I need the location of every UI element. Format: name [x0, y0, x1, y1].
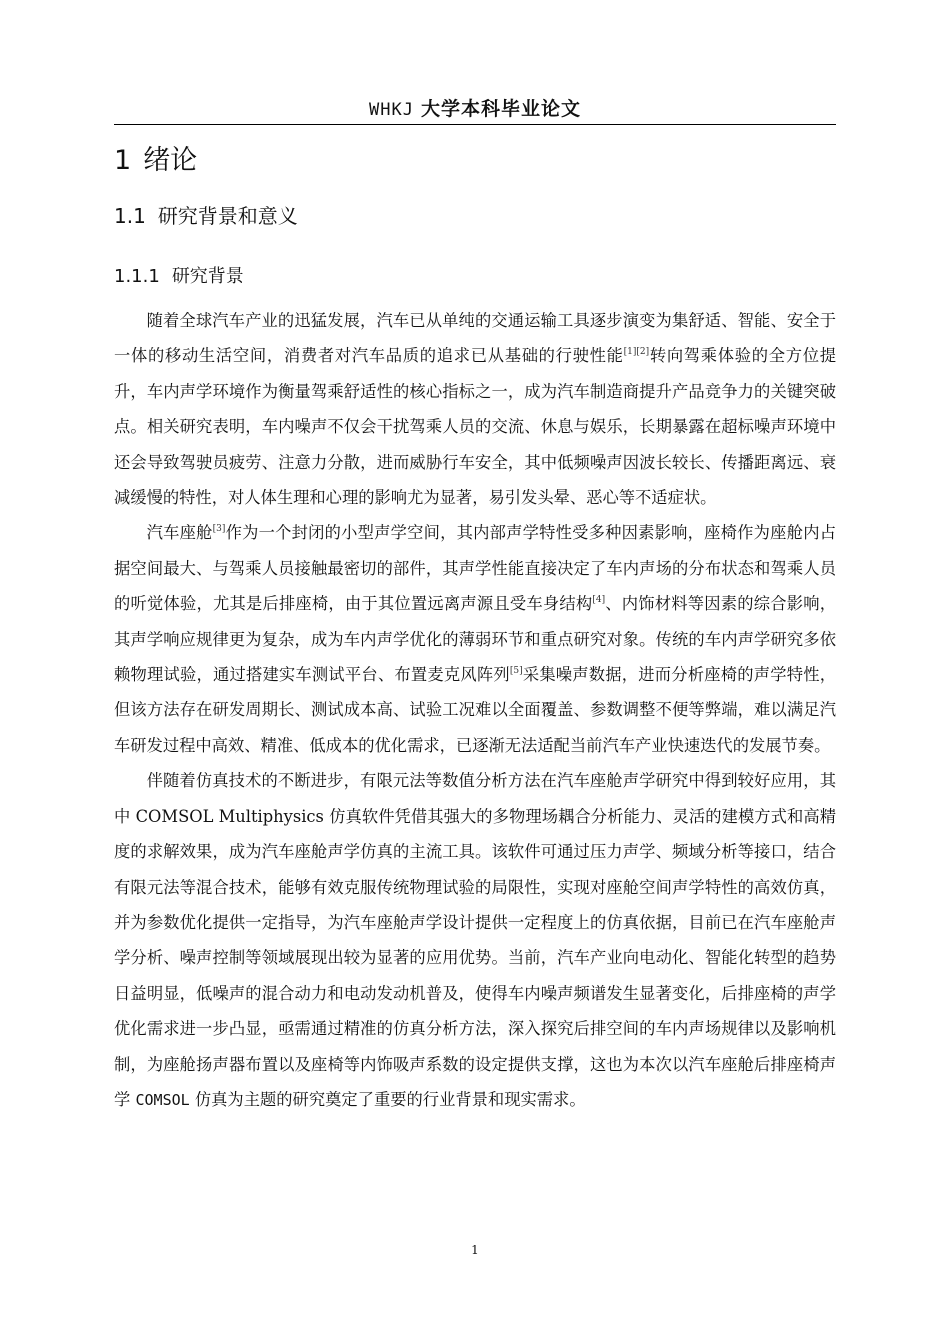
paragraph-3-comsol-mono: COMSOL — [135, 1090, 190, 1109]
paragraph-3-part-b: 仿真为主题的研究奠定了重要的行业背景和现实需求。 — [189, 1089, 586, 1109]
paragraph-1-part-b: 转向驾乘体验的全方位提升，车内声学环境作为衡量驾乘舒适性的核心指标之一，成为汽车制造商提升产品竞争力的关键突破点。相关研究表明，车内噪声不仅会干扰驾乘人员的交流、休息与娱乐，长期暴露在超标噪声环境中还会导致驾驶员疲劳、注意力分散，进而威胁行车安全，其中低频噪声因波长较长、传播距离远、衰减缓慢的特性，对人体生理和心理的影响尤为显著，易引发头晕、恶心等不适症状。 — [114, 346, 836, 508]
subsection-title-text: 研究背景 — [171, 266, 244, 287]
header-university-title: 大学本科毕业论文 — [420, 98, 581, 120]
citation-4: [4] — [592, 595, 606, 606]
citation-1: [1] — [623, 347, 637, 358]
paragraph-1 — [114, 303, 836, 515]
body-text — [114, 303, 836, 1118]
running-header — [114, 94, 836, 125]
chapter-number: 1 — [114, 145, 132, 176]
paragraph-1-part-a: 随着全球汽车产业的迅猛发展，汽车已从单纯的交通运输工具逐步演变为集舒适、智能、安全于一体的移动生活空间，消费者对汽车品质的追求已从基础的行驶性能 — [114, 311, 836, 366]
subsection-number: 1.1.1 — [114, 266, 160, 287]
paragraph-2 — [114, 515, 836, 763]
header-latin: WHKJ — [368, 100, 414, 120]
section-title — [114, 200, 298, 229]
paragraph-2-part-b: 作为一个封闭的小型声学空间，其内部声学特性受多种因素影响，座椅作为座舱内占据空间最大、与驾乘人员接触最密切的部件，其声学性能直接决定了车内声场的分布状态和驾乘人员的听觉体验，尤其是后排座椅，由于其位置远离声源且受车身结构 — [114, 523, 836, 614]
paragraph-2-part-a: 汽车座舱 — [146, 523, 213, 543]
paragraph-3-part-a: 伴随着仿真技术的不断进步，有限元法等数值分析方法在汽车座舱声学研究中得到较好应用，其中 COMSOL Multiphysics 仿真软件凭借其强大的多物理场耦合分析能力、灵活的建模方式和高精度的求解效果，成为汽车座舱声学仿真的主流工具。该软件可通过压力声学、频域分析等接口，结合有限元法等混合技术，能够有效克服传统物理试验的局限性，实现对座舱空间声学特性的高效仿真，并为参数优化提供一定指导，为汽车座舱声学设计提供一定程度上的仿真依据，目前已在汽车座舱声学分析、噪声控制等领域展现出较为显著的应用优势。当前，汽车产业向电动化、智能化转型的趋势日益明显，低噪声的混合动力和电动发动机普及，使得车内噪声频谱发生显著变化，后排座椅的声学优化需求进一步凸显，亟需通过精准的仿真分析方法，深入探究后排空间的车内声场规律以及影响机制，为座舱扬声器布置以及座椅等内饰吸声系数的设定提供支撑，这也为本次以汽车座舱后排座椅声学 — [114, 771, 836, 1109]
citation-2: [2] — [636, 347, 650, 358]
section-number: 1.1 — [114, 204, 146, 228]
paragraph-2-part-c: 、内饰材料等因素的综合影响，其声学响应规律更为复杂，成为车内声学优化的薄弱环节和重点研究对象。传统的车内声学研究多依赖物理试验，通过搭建实车测试平台、布置麦克风阵列 — [114, 594, 836, 685]
chapter-title-text: 绪论 — [143, 145, 198, 176]
citation-5: [5] — [509, 666, 523, 677]
page-number: 1 — [471, 1243, 479, 1257]
subsection-title — [114, 262, 244, 288]
citation-3: [3] — [212, 524, 226, 535]
section-title-text: 研究背景和意义 — [157, 204, 298, 228]
paragraph-2-part-d: 采集噪声数据，进而分析座椅的声学特性，但该方法存在研发周期长、测试成本高、试验工况难以全面覆盖、参数调整不便等弊端，难以满足汽车研发过程中高效、精准、低成本的优化需求，已逐渐无法适配当前汽车产业快速迭代的发展节奏。 — [114, 665, 836, 755]
paragraph-3 — [114, 763, 836, 1118]
chapter-title — [114, 138, 197, 177]
